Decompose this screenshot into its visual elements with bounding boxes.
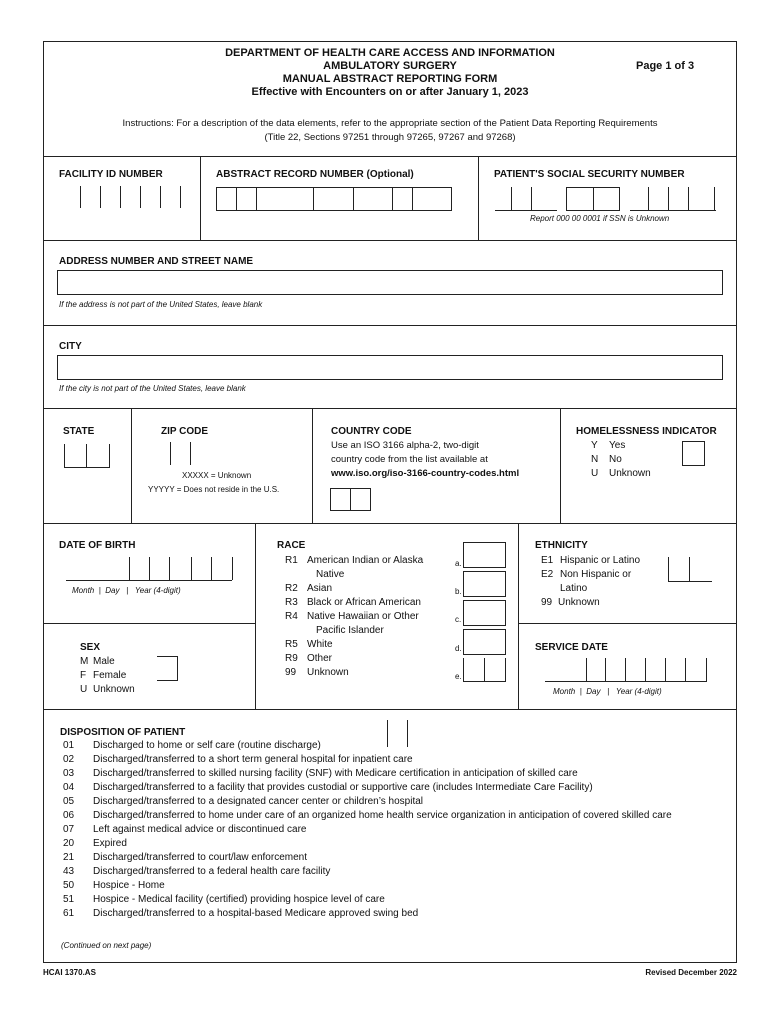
country-code-label: COUNTRY CODE [331,426,412,437]
divider [255,523,256,709]
list-item: 51 Hospice - Medical facility (certified) providing hospice level of care [63,894,385,905]
divider [200,156,201,240]
country-code-url[interactable]: www.iso.org/iso-3166-country-codes.html [331,468,520,479]
state-label: STATE [63,426,95,437]
option-unknown: U Unknown [591,468,651,479]
address-label: ADDRESS NUMBER AND STREET NAME [59,256,254,267]
homelessness-label: HOMELESSNESS INDICATOR [576,426,717,437]
dob-label: DATE OF BIRTH [59,540,136,551]
disposition-label: DISPOSITION OF PATIENT [60,727,186,738]
service-date-label: SERVICE DATE [535,642,608,653]
ethnicity-option: E2 Non Hispanic or [541,569,632,580]
race-option: 99 Unknown [285,667,349,678]
list-item: 21 Discharged/transferred to court/law enforcement [63,852,307,863]
divider [312,408,313,523]
list-item: 01 Discharged to home or self care (routine discharge) [63,740,321,751]
race-options [285,554,423,680]
ethnicity-options [541,554,640,610]
zip-note-unknown: XXXXX = Unknown [182,471,252,480]
abstract-record-input[interactable] [216,187,452,211]
page-number: Page 1 of 3 [636,60,695,72]
continued-note: (Continued on next page) [61,941,152,950]
sex-input[interactable] [157,656,179,681]
list-item: 05 Discharged/transferred to a designated cancer center or children’s hospital [63,796,423,807]
ethnicity-option: 99 Unknown [541,597,600,608]
ethnicity-label: ETHNICITY [535,540,588,551]
facility-id-input[interactable] [80,186,182,210]
city-note: If the city is not part of the United States, leave blank [59,384,246,393]
list-item: 43 Discharged/transferred to a federal health care facility [63,866,331,877]
list-item: 20 Expired [63,838,127,849]
ethnicity-option: Latino [560,583,588,594]
race-option: R2 Asian [285,583,333,594]
race-slot-label: b. [455,587,462,596]
country-instructions-1: Use an ISO 3166 alpha-2, two-digit [331,440,479,451]
race-option: R3 Black or African American [285,597,421,608]
dob-input[interactable] [66,557,234,581]
divider [43,408,737,409]
divider [43,523,737,524]
form-id: HCAI 1370.AS [43,968,96,977]
race-slot-label: a. [455,559,462,568]
divider [518,623,737,624]
disposition-list [63,739,672,921]
divider [43,156,737,157]
ethnicity-option: E1 Hispanic or Latino [541,555,641,566]
abstract-record-label: ABSTRACT RECORD NUMBER (Optional) [216,169,414,180]
option-yes: Y Yes [591,440,626,451]
divider [560,408,561,523]
race-slot-label: d. [455,644,462,653]
facility-id-label: FACILITY ID NUMBER [59,169,163,180]
list-item: 06 Discharged/transferred to home under care of an organized home health service organization in anticipation of covered skilled care [63,810,672,821]
ssn-note: Report 000 00 0001 if SSN is Unknown [530,214,670,223]
race-option: R9 Other [285,653,333,664]
race-option: R5 White [285,639,333,650]
race-label: RACE [277,540,306,551]
dob-format: Month | Day | Year (4-digit) [72,586,181,595]
divider [131,408,132,523]
list-item: 03 Discharged/transferred to skilled nursing facility (SNF) with Medicare certification in anticipation of skilled care [63,768,578,779]
instructions-citation: (Title 22, Sections 97251 through 97265, 97267 and 97268) [264,132,516,143]
sex-options [80,655,135,697]
option-unknown: U Unknown [80,684,135,695]
service-date-format: Month | Day | Year (4-digit) [553,687,662,696]
divider [43,325,737,326]
race-slot-label: c. [455,615,462,624]
address-input[interactable] [57,270,723,295]
address-note: If the address is not part of the United States, leave blank [59,300,263,309]
country-code-input[interactable] [330,488,371,511]
effective-date: Effective with Encounters on or after January 1, 2023 [251,86,529,98]
list-item: 50 Hospice - Home [63,880,165,891]
race-option: Native [316,569,345,580]
sex-label: SEX [80,642,101,653]
race-option: R1 American Indian or Alaska [285,555,424,566]
race-slot-label: e. [455,672,462,681]
city-input[interactable] [57,355,723,380]
ssn-label: PATIENT'S SOCIAL SECURITY NUMBER [494,169,685,180]
program-title: AMBULATORY SURGERY [323,60,457,72]
instructions: Instructions: For a description of the data elements, refer to the appropriate section of the Patient Data Reporting Requirements [122,118,658,129]
option-female: F Female [80,670,127,681]
race-option: Pacific Islander [316,625,384,636]
city-label: CITY [59,341,82,352]
homelessness-input[interactable] [682,441,705,466]
zip-note-non-us: YYYYY = Does not reside in the U.S. [148,485,280,494]
agency-title: DEPARTMENT OF HEALTH CARE ACCESS AND INFORMATION [225,47,555,59]
divider [43,623,255,624]
list-item: 02 Discharged/transferred to a short term general hospital for inpatient care [63,754,413,765]
option-no: N No [591,454,622,465]
zip-input[interactable] [170,442,192,466]
list-item: 04 Discharged/transferred to a facility that provides custodial or supportive care (includes Intermediate Care Facility) [63,782,593,793]
divider [518,523,519,709]
divider [43,709,737,710]
divider [478,156,479,240]
option-male: M Male [80,656,115,667]
ssn-input[interactable] [495,187,717,211]
revision-date: Revised December 2022 [645,968,737,977]
divider [43,240,737,241]
country-instructions-2: country code from the list available at [331,454,488,465]
service-date-input[interactable] [545,658,707,682]
form-title: MANUAL ABSTRACT REPORTING FORM [282,73,498,85]
list-item: 61 Discharged/transferred to a hospital-based Medicare approved swing bed [63,908,419,919]
list-item: 07 Left against medical advice or discontinued care [63,824,307,835]
homelessness-options [591,439,651,481]
state-input[interactable] [64,444,110,468]
zip-label: ZIP CODE [161,426,209,437]
race-option: R4 Native Hawaiian or Other [285,611,419,622]
race-input[interactable] [463,542,507,683]
ethnicity-input[interactable] [668,557,712,582]
